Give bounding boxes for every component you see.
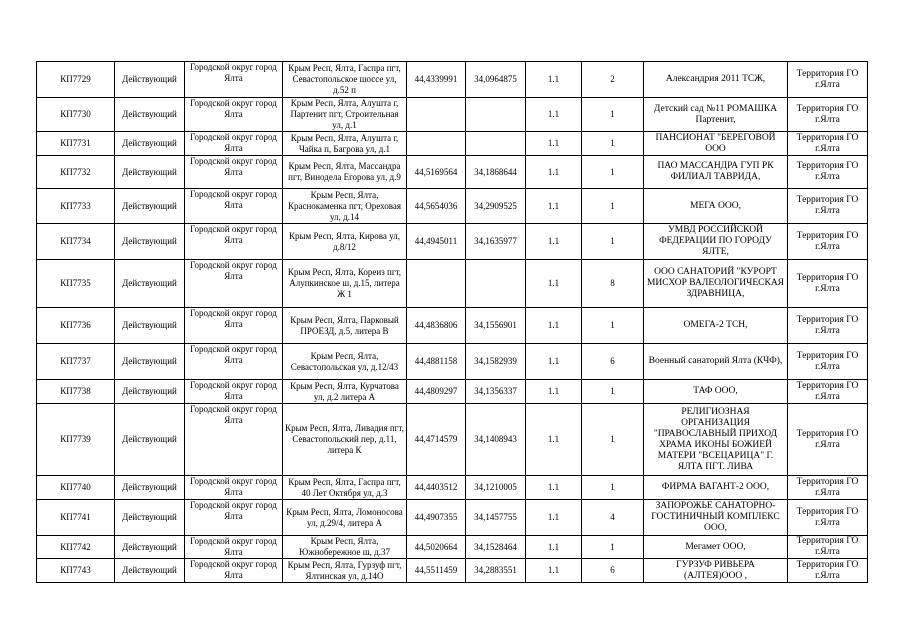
cell-count: 1 xyxy=(582,98,644,132)
cell-object: Мегамет ООО, xyxy=(644,536,788,559)
cell-type: 1.1 xyxy=(526,344,582,380)
cell-longitude: 34,1868644 xyxy=(466,156,526,189)
cell-address: Крым Респ, Ялта, Кирова ул, д.8/12 xyxy=(283,224,407,260)
cell-address: Крым Респ, Ялта, Кореиз пгт, Алупкинское ш, д.15, литера Ж 1 xyxy=(283,260,407,308)
cell-address: Крым Респ, Ялта, Краснокаменка пгт, Ореховая ул, д.14 xyxy=(283,189,407,224)
cell-municipality: Городской округ город Ялта xyxy=(185,344,283,380)
cell-municipality: Городской округ город Ялта xyxy=(185,476,283,500)
cell-type: 1.1 xyxy=(526,98,582,132)
cell-address: Крым Респ, Ялта, Южнобережное ш, д.37 xyxy=(283,536,407,559)
cell-latitude xyxy=(407,98,466,132)
cell-territory: Территория ГО г.Ялта xyxy=(788,404,868,476)
cell-type: 1.1 xyxy=(526,380,582,404)
cell-territory: Территория ГО г.Ялта xyxy=(788,308,868,344)
cell-object: ПАНСИОНАТ "БЕРЕГОВОЙ ООО xyxy=(644,132,788,156)
cell-type: 1.1 xyxy=(526,224,582,260)
cell-address: Крым Респ, Ялта, Алушта г, Чайка п, Багрова ул, д.1 xyxy=(283,132,407,156)
table-row xyxy=(37,132,868,156)
cell-status: Действующий xyxy=(115,189,185,224)
cell-type: 1.1 xyxy=(526,62,582,98)
cell-municipality: Городской округ город Ялта xyxy=(185,308,283,344)
cell-count: 1 xyxy=(582,224,644,260)
cell-object: ОМЕГА-2 ТСН, xyxy=(644,308,788,344)
cell-longitude: 34,2909525 xyxy=(466,189,526,224)
cell-longitude: 34,1528464 xyxy=(466,536,526,559)
table-row xyxy=(37,536,868,559)
cell-territory: Территория ГО г.Ялта xyxy=(788,500,868,536)
cell-type: 1.1 xyxy=(526,156,582,189)
table-row xyxy=(37,260,868,308)
cell-address: Крым Респ, Ялта, Ливадия пгт, Севастопольский пер, д.11, литера К xyxy=(283,404,407,476)
cell-count: 4 xyxy=(582,500,644,536)
table-row xyxy=(37,62,868,98)
cell-latitude: 44,4714579 xyxy=(407,404,466,476)
cell-count: 1 xyxy=(582,536,644,559)
cell-municipality: Городской округ город Ялта xyxy=(185,536,283,559)
registry-document xyxy=(36,61,867,583)
cell-object: Военный санаторий Ялта (КЧФ), xyxy=(644,344,788,380)
cell-status: Действующий xyxy=(115,62,185,98)
cell-address: Крым Респ, Ялта, Гаспра пгт, 40 Лет Октября ул, д.3 xyxy=(283,476,407,500)
cell-longitude: 34,1582939 xyxy=(466,344,526,380)
cell-status: Действующий xyxy=(115,500,185,536)
table-row xyxy=(37,224,868,260)
cell-status: Действующий xyxy=(115,380,185,404)
cell-latitude: 44,5654036 xyxy=(407,189,466,224)
cell-municipality: Городской округ город Ялта xyxy=(185,559,283,583)
cell-type: 1.1 xyxy=(526,404,582,476)
cell-type: 1.1 xyxy=(526,559,582,583)
cell-object: Детский сад №11 РОМАШКА Партенит, xyxy=(644,98,788,132)
cell-count: 2 xyxy=(582,62,644,98)
cell-status: Действующий xyxy=(115,404,185,476)
cell-status: Действующий xyxy=(115,536,185,559)
table-row xyxy=(37,500,868,536)
cell-municipality: Городской округ город Ялта xyxy=(185,62,283,98)
cell-object: РЕЛИГИОЗНАЯ ОРГАНИЗАЦИЯ "ПРАВОСЛАВНЫЙ ПРИХОД ХРАМА ИКОНЫ БОЖИЕЙ МАТЕРИ "ВСЕЦАРИЦА" Г. ЯЛТА ПГТ. ЛИВА xyxy=(644,404,788,476)
cell-longitude xyxy=(466,260,526,308)
cell-territory: Территория ГО г.Ялта xyxy=(788,224,868,260)
cell-id: КП7731 xyxy=(37,132,115,156)
cell-address: Крым Респ, Ялта, Курчатова ул, д.2 литера А xyxy=(283,380,407,404)
cell-latitude: 44,4945011 xyxy=(407,224,466,260)
cell-id: КП7736 xyxy=(37,308,115,344)
cell-status: Действующий xyxy=(115,344,185,380)
cell-count: 1 xyxy=(582,189,644,224)
cell-status: Действующий xyxy=(115,132,185,156)
cell-latitude: 44,4403512 xyxy=(407,476,466,500)
cell-type: 1.1 xyxy=(526,189,582,224)
table-row xyxy=(37,98,868,132)
cell-territory: Территория ГО г.Ялта xyxy=(788,380,868,404)
cell-id: КП7734 xyxy=(37,224,115,260)
cell-count: 1 xyxy=(582,404,644,476)
cell-latitude: 44,4881158 xyxy=(407,344,466,380)
cell-address: Крым Респ, Ялта, Ломоносова ул, д.29/4, литера А xyxy=(283,500,407,536)
cell-address: Крым Респ, Ялта, Алушта г, Партенит пгт, Строительная ул, д.1 xyxy=(283,98,407,132)
table-row xyxy=(37,156,868,189)
cell-object: ФИРМА ВАГАНТ-2 ООО, xyxy=(644,476,788,500)
table-row xyxy=(37,189,868,224)
cell-longitude xyxy=(466,132,526,156)
cell-id: КП7735 xyxy=(37,260,115,308)
cell-municipality: Городской округ город Ялта xyxy=(185,224,283,260)
cell-latitude: 44,5511459 xyxy=(407,559,466,583)
cell-status: Действующий xyxy=(115,98,185,132)
table-body xyxy=(37,62,868,583)
cell-count: 1 xyxy=(582,132,644,156)
cell-latitude: 44,5020664 xyxy=(407,536,466,559)
cell-territory: Территория ГО г.Ялта xyxy=(788,132,868,156)
table-row xyxy=(37,380,868,404)
cell-status: Действующий xyxy=(115,559,185,583)
cell-status: Действующий xyxy=(115,476,185,500)
cell-address: Крым Респ, Ялта, Гурзуф пгт, Ялтинская ул, д.14О xyxy=(283,559,407,583)
cell-municipality: Городской округ город Ялта xyxy=(185,132,283,156)
cell-object: ООО САНАТОРИЙ "КУРОРТ МИСХОР ВАЛЕОЛОГИЧЕСКАЯ ЗДРАВНИЦА, xyxy=(644,260,788,308)
cell-count: 1 xyxy=(582,380,644,404)
cell-latitude xyxy=(407,132,466,156)
cell-count: 1 xyxy=(582,156,644,189)
cell-municipality: Городской округ город Ялта xyxy=(185,500,283,536)
cell-longitude: 34,1210005 xyxy=(466,476,526,500)
cell-object: УМВД РОССИЙСКОЙ ФЕДЕРАЦИИ ПО ГОРОДУ ЯЛТЕ, xyxy=(644,224,788,260)
cell-id: КП7742 xyxy=(37,536,115,559)
cell-latitude: 44,4339991 xyxy=(407,62,466,98)
cell-object: ПАО МАССАНДРА ГУП РК ФИЛИАЛ ТАВРИДА, xyxy=(644,156,788,189)
cell-longitude: 34,2883551 xyxy=(466,559,526,583)
table-row xyxy=(37,404,868,476)
cell-address: Крым Респ, Ялта, Массандра пгт, Винодела Егорова ул, д.9 xyxy=(283,156,407,189)
cell-territory: Территория ГО г.Ялта xyxy=(788,559,868,583)
cell-object: Александрия 2011 ТСЖ, xyxy=(644,62,788,98)
cell-latitude: 44,4907355 xyxy=(407,500,466,536)
cell-id: КП7730 xyxy=(37,98,115,132)
cell-territory: Территория ГО г.Ялта xyxy=(788,156,868,189)
cell-latitude: 44,4836806 xyxy=(407,308,466,344)
cell-type: 1.1 xyxy=(526,260,582,308)
cell-type: 1.1 xyxy=(526,500,582,536)
cell-territory: Территория ГО г.Ялта xyxy=(788,98,868,132)
cell-territory: Территория ГО г.Ялта xyxy=(788,189,868,224)
cell-type: 1.1 xyxy=(526,476,582,500)
cell-id: КП7743 xyxy=(37,559,115,583)
cell-id: КП7741 xyxy=(37,500,115,536)
cell-id: КП7738 xyxy=(37,380,115,404)
cell-longitude: 34,1457755 xyxy=(466,500,526,536)
cell-status: Действующий xyxy=(115,260,185,308)
cell-municipality: Городской округ город Ялта xyxy=(185,380,283,404)
cell-longitude: 34,1356337 xyxy=(466,380,526,404)
cell-longitude xyxy=(466,98,526,132)
cell-count: 8 xyxy=(582,260,644,308)
cell-territory: Территория ГО г.Ялта xyxy=(788,536,868,559)
cell-municipality: Городской округ город Ялта xyxy=(185,98,283,132)
cell-address: Крым Респ, Ялта, Севастопольская ул, д.12/43 xyxy=(283,344,407,380)
table-row xyxy=(37,476,868,500)
table-row xyxy=(37,344,868,380)
cell-status: Действующий xyxy=(115,156,185,189)
cell-latitude xyxy=(407,260,466,308)
cell-address: Крым Респ, Ялта, Гаспра пгт, Севастопольское шоссе ул, д.52 п xyxy=(283,62,407,98)
cell-id: КП7733 xyxy=(37,189,115,224)
cell-municipality: Городской округ город Ялта xyxy=(185,156,283,189)
cell-count: 6 xyxy=(582,344,644,380)
cell-id: КП7740 xyxy=(37,476,115,500)
cell-longitude: 34,0964875 xyxy=(466,62,526,98)
cell-object: МЕГА ООО, xyxy=(644,189,788,224)
cell-object: ТАФ ООО, xyxy=(644,380,788,404)
cell-longitude: 34,1408943 xyxy=(466,404,526,476)
cell-type: 1.1 xyxy=(526,132,582,156)
cell-object: ЗАПОРОЖЬЕ САНАТОРНО-ГОСТИНИЧНЫЙ КОМПЛЕКС ООО, xyxy=(644,500,788,536)
table-row xyxy=(37,559,868,583)
cell-territory: Территория ГО г.Ялта xyxy=(788,344,868,380)
table-row xyxy=(37,308,868,344)
cell-municipality: Городской округ город Ялта xyxy=(185,260,283,308)
cell-status: Действующий xyxy=(115,308,185,344)
cell-longitude: 34,1635977 xyxy=(466,224,526,260)
cell-count: 1 xyxy=(582,308,644,344)
cell-municipality: Городской округ город Ялта xyxy=(185,404,283,476)
cell-territory: Территория ГО г.Ялта xyxy=(788,62,868,98)
cell-id: КП7739 xyxy=(37,404,115,476)
cell-territory: Территория ГО г.Ялта xyxy=(788,476,868,500)
cell-longitude: 34,1556901 xyxy=(466,308,526,344)
cell-type: 1.1 xyxy=(526,308,582,344)
cell-id: КП7732 xyxy=(37,156,115,189)
cell-count: 6 xyxy=(582,559,644,583)
cell-address: Крым Респ, Ялта, Парковый ПРОЕЗД, д.5, литера В xyxy=(283,308,407,344)
container-sites-table xyxy=(36,61,868,583)
cell-latitude: 44,4809297 xyxy=(407,380,466,404)
cell-object: ГУРЗУФ РИВЬЕРА (АЛТЕЯ)ООО , xyxy=(644,559,788,583)
cell-latitude: 44,5169564 xyxy=(407,156,466,189)
cell-territory: Территория ГО г.Ялта xyxy=(788,260,868,308)
cell-id: КП7737 xyxy=(37,344,115,380)
cell-municipality: Городской округ город Ялта xyxy=(185,189,283,224)
cell-id: КП7729 xyxy=(37,62,115,98)
cell-count: 1 xyxy=(582,476,644,500)
cell-type: 1.1 xyxy=(526,536,582,559)
cell-status: Действующий xyxy=(115,224,185,260)
